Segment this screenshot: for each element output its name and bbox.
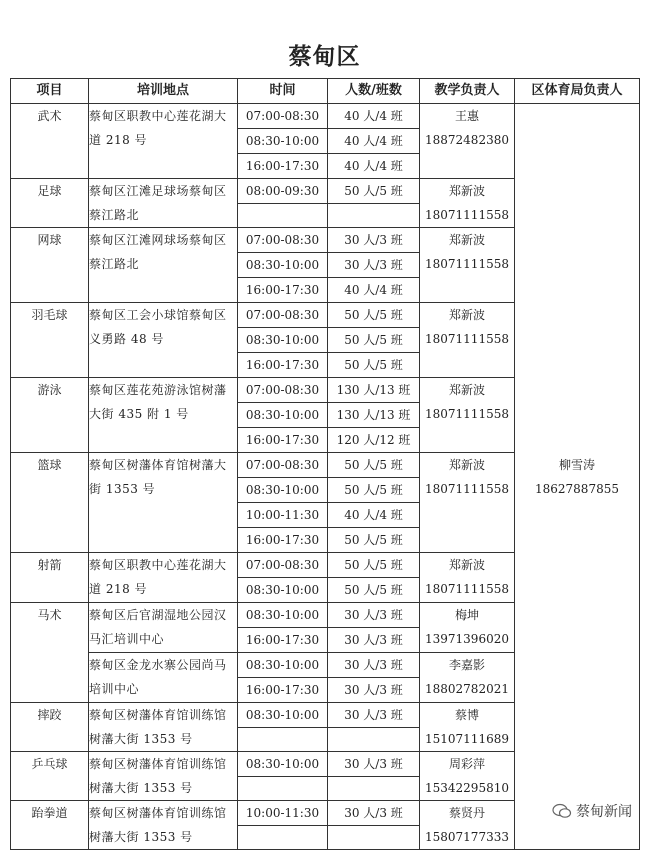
location-cell: 蔡甸区工会小球馆蔡甸区义勇路 48 号 xyxy=(89,303,238,378)
teacher-name: 郑新波 xyxy=(448,184,485,198)
time-cell: 16:00-17:30 xyxy=(238,528,328,553)
project-cell: 乒乓球 xyxy=(11,752,89,801)
location-cell: 蔡甸区江滩网球场蔡甸区蔡江路北 xyxy=(89,228,238,303)
count-cell: 30 人/3 班 xyxy=(328,678,420,703)
count-cell: 30 人/3 班 xyxy=(328,752,420,777)
count-cell: 50 人/5 班 xyxy=(328,453,420,478)
project-cell: 马术 xyxy=(11,603,89,703)
time-cell: 07:00-08:30 xyxy=(238,228,328,253)
project-cell: 游泳 xyxy=(11,378,89,453)
header-teacher: 教学负责人 xyxy=(420,79,515,104)
count-cell: 30 人/3 班 xyxy=(328,653,420,678)
training-schedule-table xyxy=(10,78,640,850)
location-cell: 蔡甸区职教中心莲花湖大道 218 号 xyxy=(89,104,238,179)
teacher-phone: 18071111558 xyxy=(425,332,509,346)
time-cell: 07:00-08:30 xyxy=(238,553,328,578)
officer-phone: 18627887855 xyxy=(535,481,619,496)
project-cell: 网球 xyxy=(11,228,89,303)
teacher-name: 蔡博 xyxy=(454,708,479,722)
time-cell: 16:00-17:30 xyxy=(238,678,328,703)
time-cell: 08:30-10:00 xyxy=(238,403,328,428)
teacher-phone: 18071111558 xyxy=(425,482,509,496)
table-row xyxy=(11,104,640,129)
time-cell: 08:30-10:00 xyxy=(238,253,328,278)
count-cell: 50 人/5 班 xyxy=(328,328,420,353)
teacher-cell xyxy=(420,228,515,303)
count-cell-empty xyxy=(328,728,420,752)
teacher-cell xyxy=(420,104,515,179)
time-cell: 08:30-10:00 xyxy=(238,703,328,728)
location-cell: 蔡甸区江滩足球场蔡甸区蔡江路北 xyxy=(89,179,238,228)
teacher-phone: 18071111558 xyxy=(425,257,509,271)
location-cell: 蔡甸区树藩体育馆训练馆树藩大街 1353 号 xyxy=(89,801,238,850)
count-cell: 120 人/12 班 xyxy=(328,428,420,453)
location-cell: 蔡甸区职教中心莲花湖大道 218 号 xyxy=(89,553,238,603)
teacher-name: 梅坤 xyxy=(454,608,479,622)
time-cell: 08:30-10:00 xyxy=(238,752,328,777)
count-cell: 40 人/4 班 xyxy=(328,278,420,303)
time-cell-empty xyxy=(238,777,328,801)
project-cell: 篮球 xyxy=(11,453,89,553)
time-cell-empty xyxy=(238,204,328,228)
time-cell: 08:30-10:00 xyxy=(238,603,328,628)
teacher-cell xyxy=(420,553,515,603)
header-time: 时间 xyxy=(238,79,328,104)
time-cell: 08:30-10:00 xyxy=(238,653,328,678)
wechat-icon xyxy=(552,803,572,819)
time-cell: 07:00-08:30 xyxy=(238,303,328,328)
teacher-cell xyxy=(420,603,515,653)
location-cell: 蔡甸区树藩体育馆训练馆树藩大街 1353 号 xyxy=(89,703,238,752)
count-cell: 50 人/5 班 xyxy=(328,303,420,328)
project-cell: 足球 xyxy=(11,179,89,228)
teacher-name: 郑新波 xyxy=(448,308,485,322)
count-cell: 40 人/4 班 xyxy=(328,503,420,528)
time-cell: 16:00-17:30 xyxy=(238,628,328,653)
teacher-phone: 15807177333 xyxy=(425,830,509,844)
location-cell: 蔡甸区后官湖湿地公园汉马汇培训中心 xyxy=(89,603,238,653)
count-cell: 50 人/5 班 xyxy=(328,179,420,204)
project-cell: 射箭 xyxy=(11,553,89,603)
time-cell: 08:00-09:30 xyxy=(238,179,328,204)
count-cell: 30 人/3 班 xyxy=(328,703,420,728)
teacher-cell xyxy=(420,179,515,228)
teacher-cell xyxy=(420,303,515,378)
teacher-name: 周彩萍 xyxy=(448,757,485,771)
time-cell: 16:00-17:30 xyxy=(238,278,328,303)
time-cell: 08:30-10:00 xyxy=(238,478,328,503)
header-location: 培训地点 xyxy=(89,79,238,104)
page-title: 蔡甸区 xyxy=(288,44,361,70)
location-cell: 蔡甸区树藩体育馆树藩大街 1353 号 xyxy=(89,453,238,553)
count-cell: 130 人/13 班 xyxy=(328,378,420,403)
time-cell: 16:00-17:30 xyxy=(238,353,328,378)
header-project: 项目 xyxy=(11,79,89,104)
time-cell: 10:00-11:30 xyxy=(238,503,328,528)
count-cell-empty xyxy=(328,777,420,801)
time-cell: 08:30-10:00 xyxy=(238,578,328,603)
teacher-cell xyxy=(420,801,515,850)
teacher-cell xyxy=(420,453,515,553)
project-cell: 摔跤 xyxy=(11,703,89,752)
teacher-phone: 13971396020 xyxy=(425,632,509,646)
location-cell: 蔡甸区金龙水寨公园尚马培训中心 xyxy=(89,653,238,703)
count-cell: 50 人/5 班 xyxy=(328,553,420,578)
time-cell: 16:00-17:30 xyxy=(238,154,328,179)
count-cell: 40 人/4 班 xyxy=(328,104,420,129)
project-cell: 武术 xyxy=(11,104,89,179)
time-cell: 07:00-08:30 xyxy=(238,104,328,129)
teacher-name: 郑新波 xyxy=(448,233,485,247)
project-cell: 羽毛球 xyxy=(11,303,89,378)
count-cell-empty xyxy=(328,204,420,228)
location-cell: 蔡甸区莲花苑游泳馆树藩大街 435 附 1 号 xyxy=(89,378,238,453)
officer-name: 柳雪涛 xyxy=(558,457,595,472)
time-cell-empty xyxy=(238,826,328,850)
teacher-name: 郑新波 xyxy=(448,558,485,572)
teacher-phone: 18872482380 xyxy=(425,133,509,147)
time-cell: 07:00-08:30 xyxy=(238,378,328,403)
location-cell: 蔡甸区树藩体育馆训练馆树藩大街 1353 号 xyxy=(89,752,238,801)
officer-cell xyxy=(515,104,640,850)
header-officer: 区体育局负责人 xyxy=(515,79,640,104)
count-cell: 50 人/5 班 xyxy=(328,578,420,603)
time-cell: 08:30-10:00 xyxy=(238,129,328,154)
watermark xyxy=(549,800,635,822)
project-cell: 跆拳道 xyxy=(11,801,89,850)
count-cell: 50 人/5 班 xyxy=(328,353,420,378)
time-cell: 10:00-11:30 xyxy=(238,801,328,826)
count-cell: 30 人/3 班 xyxy=(328,628,420,653)
teacher-phone: 18071111558 xyxy=(425,208,509,222)
time-cell-empty xyxy=(238,728,328,752)
count-cell: 50 人/5 班 xyxy=(328,528,420,553)
teacher-cell xyxy=(420,653,515,703)
time-cell: 08:30-10:00 xyxy=(238,328,328,353)
teacher-phone: 18071111558 xyxy=(425,582,509,596)
teacher-name: 蔡贤丹 xyxy=(448,806,485,820)
header-count: 人数/班数 xyxy=(328,79,420,104)
teacher-name: 李嘉影 xyxy=(448,658,485,672)
count-cell: 30 人/3 班 xyxy=(328,603,420,628)
teacher-cell xyxy=(420,378,515,453)
count-cell-empty xyxy=(328,826,420,850)
teacher-cell xyxy=(420,703,515,752)
count-cell: 130 人/13 班 xyxy=(328,403,420,428)
count-cell: 50 人/5 班 xyxy=(328,478,420,503)
count-cell: 30 人/3 班 xyxy=(328,253,420,278)
teacher-name: 郑新波 xyxy=(448,458,485,472)
count-cell: 30 人/3 班 xyxy=(328,228,420,253)
teacher-phone: 15342295810 xyxy=(425,781,509,795)
watermark-text: 蔡甸新闻 xyxy=(576,804,632,820)
teacher-phone: 18802782021 xyxy=(425,682,509,696)
teacher-cell xyxy=(420,752,515,801)
teacher-name: 郑新波 xyxy=(448,383,485,397)
table-header-row xyxy=(11,79,640,104)
teacher-phone: 15107111689 xyxy=(425,732,509,746)
time-cell: 16:00-17:30 xyxy=(238,428,328,453)
count-cell: 40 人/4 班 xyxy=(328,129,420,154)
teacher-name: 王惠 xyxy=(454,109,479,123)
count-cell: 30 人/3 班 xyxy=(328,801,420,826)
time-cell: 07:00-08:30 xyxy=(238,453,328,478)
teacher-phone: 18071111558 xyxy=(425,407,509,421)
count-cell: 40 人/4 班 xyxy=(328,154,420,179)
